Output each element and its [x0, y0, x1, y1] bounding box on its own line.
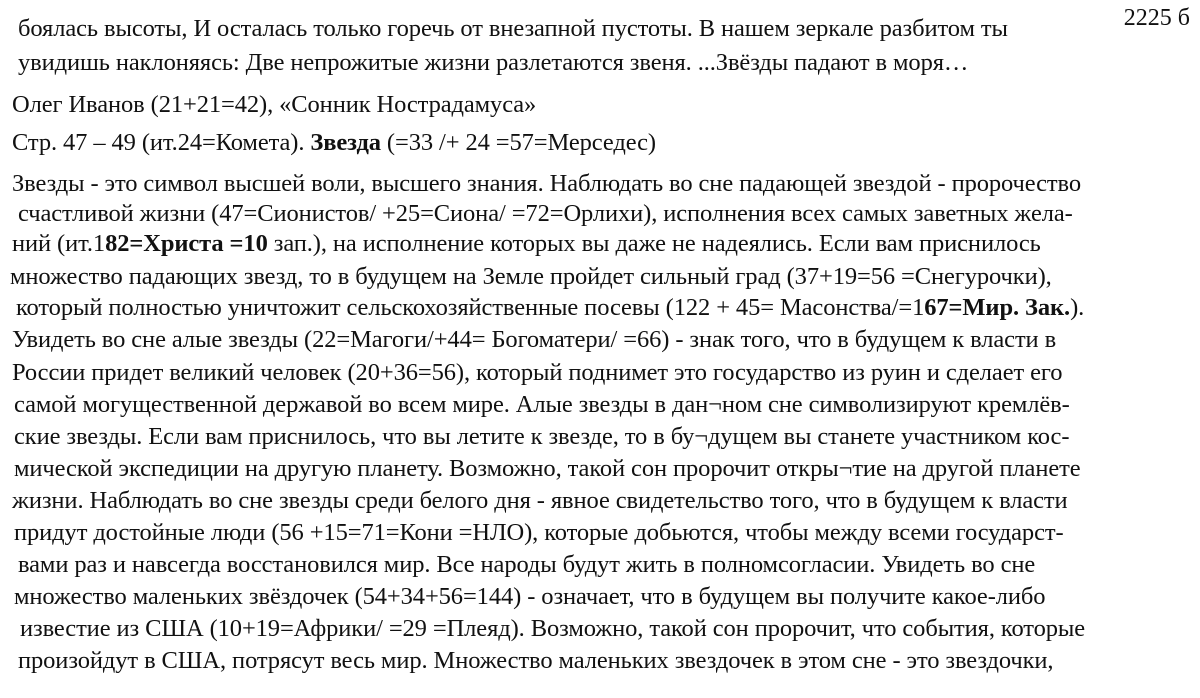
header-keyword: Звезда: [310, 129, 381, 156]
body-line-5-c: ).: [1070, 294, 1085, 321]
body-line-11: жизни. Наблюдать во сне звезды среди белого дня - явное свидетельство того, что в будущем к власти: [12, 487, 1068, 514]
body-line-5: [16, 293, 1084, 323]
body-line-3-a: ний (ит.1: [12, 230, 106, 257]
body-line-3: [12, 229, 1041, 259]
header-pages: Стр. 47 – 49 (ит.24=Комета).: [12, 129, 311, 156]
source-line: Олег Иванов (21+21=42), «Сонник Нострадамуса»: [12, 91, 537, 118]
body-line-15: известие из США (10+19=Африки/ =29 =Плеяд). Возможно, такой сон пророчит, что события, которые: [20, 615, 1085, 642]
body-line-2: счастливой жизни (47=Сионистов/ +25=Сиона/ =72=Орлихи), исполнения всех самых заветных жела-: [18, 200, 1073, 227]
body-line-7: России придет великий человек (20+36=56), который поднимет это государство из руин и сделает его: [12, 359, 1063, 386]
body-line-14: множество маленьких звёздочек (54+34+56=144) - означает, что в будущем вы получите какое-либо: [14, 583, 1046, 610]
body-line-8: самой могущественной державой во всем мире. Алые звезды в дан¬ном сне символизируют кремлёв-: [14, 391, 1070, 418]
body-line-10: мической экспедиции на другую планету. Возможно, такой сон пророчит откры¬тие на другой планете: [14, 455, 1081, 482]
body-line-3-bold: 82=Христа =10: [105, 230, 268, 257]
body-line-1: Звезды - это символ высшей воли, высшего знания. Наблюдать во сне падающей звездой - пророчество: [12, 170, 1081, 197]
page-number: 2225 б: [1123, 5, 1190, 31]
body-line-3-c: зап.), на исполнение которых вы даже не надеялись. Если вам приснилось: [267, 230, 1041, 257]
body-line-13: вами раз и навсегда восстановился мир. Все народы будут жить в полномсогласии. Увидеть во сне: [18, 551, 1036, 578]
poem-line-1: боялась высоты, И осталась только горечь от внезапной пустоты. В нашем зеркале разбитом ты: [18, 15, 1008, 42]
article-header: [12, 128, 656, 158]
body-line-4: множество падающих звезд, то в будущем на Земле пройдет сильный град (37+19=56 =Снегурочки),: [10, 263, 1052, 290]
body-line-9: ские звезды. Если вам приснилось, что вы летите к звезде, то в бу¬дущем вы станете участником кос-: [14, 423, 1070, 450]
body-line-12: придут достойные люди (56 +15=71=Кони =НЛО), которые добьются, чтобы между всеми государст-: [14, 519, 1064, 546]
body-line-5-bold: 67=Мир. Зак.: [924, 294, 1071, 321]
header-gematria: (=33 /+ 24 =57=Мерседес): [380, 129, 656, 156]
body-line-16: произойдут в США, потрясут весь мир. Множество маленьких звездочек в этом сне - это звездочки,: [18, 647, 1054, 674]
body-line-6: Увидеть во сне алые звезды (22=Магоги/+44= Богоматери/ =66) - знак того, что в будущем к власти в: [12, 326, 1057, 353]
poem-line-2: увидишь наклоняясь: Две непрожитые жизни разлетаются звеня. ...Звёзды падают в моря…: [18, 49, 969, 76]
body-line-5-a: который полностью уничтожит сельскохозяйственные посевы (122 + 45= Масонства/=1: [16, 294, 925, 321]
